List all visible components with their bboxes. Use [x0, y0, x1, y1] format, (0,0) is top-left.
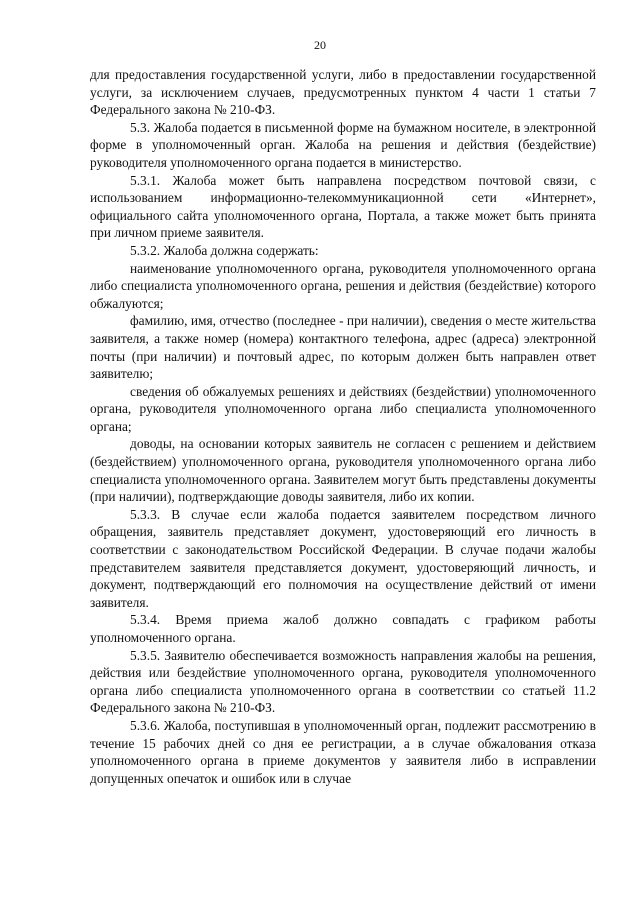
list-item-fio: фамилию, имя, отчество (последнее - при наличии), сведения о месте жительства заявителя, а также номер (номера) контактного телефона, адрес (адреса) электронной почты (при наличии) и почтовый адрес, по которым должен быть направлен ответ заявителю; [90, 313, 596, 382]
list-item-name: наименование уполномоченного органа, руководителя уполномоченного органа либо специалиста уполномоченного органа, решения и действия (бездействие) которого обжалуются; [90, 260, 596, 311]
list-item-arguments: доводы, на основании которых заявитель не согласен с решением и действием (бездействием) уполномоченного органа, руководителя уполномоченного органа либо специалиста уполномоченного органа. Заявителем могут быть представлены документы (при наличии), подтверждающие доводы заявителя, либо их копии. [90, 436, 596, 505]
body-text [90, 66, 596, 787]
paragraph-5-3-5: 5.3.5. Заявителю обеспечивается возможность направления жалобы на решения, действия или бездействие уполномоченного органа, руководителя уполномоченного органа либо специалиста уполномоченного органа в соответствии со статьей 11.2 Федерального закона № 210-ФЗ. [90, 647, 596, 716]
paragraph-5-3-6: 5.3.6. Жалоба, поступившая в уполномоченный орган, подлежит рассмотрению в течение 15 рабочих дней со дня ее регистрации, а в случае обжалования отказа уполномоченного органа в приеме документов у заявителя либо в исправлении допущенных опечаток и ошибок или в случае [90, 717, 596, 786]
paragraph-5-3-3: 5.3.3. В случае если жалоба подается заявителем посредством личного обращения, заявитель представляет документ, удостоверяющий его личность в соответствии с законодательством Российской Федерации. В случае подачи жалобы представителем заявителя представляется документ, удостоверяющий личность, и документ, подтверждающий его полномочия на осуществление действий от имени заявителя. [90, 506, 596, 610]
paragraph-5-3-1: 5.3.1. Жалоба может быть направлена посредством почтовой связи, с использованием информационно-телекоммуникационной сети «Интернет», официального сайта уполномоченного органа, Портала, а также может быть принята при личном приеме заявителя. [90, 172, 596, 241]
paragraph-5-3: 5.3. Жалоба подается в письменной форме на бумажном носителе, в электронной форме в уполномоченный орган. Жалоба на решения и действия (бездействие) руководителя уполномоченного органа подается в министерство. [90, 119, 596, 170]
paragraph-continuation: для предоставления государственной услуги, либо в предоставлении государственной услуги, за исключением случаев, предусмотренных пунктом 4 части 1 статьи 7 Федерального закона № 210-ФЗ. [90, 67, 596, 118]
list-item-decisions: сведения об обжалуемых решениях и действиях (бездействии) уполномоченного органа, руководителя уполномоченного органа либо специалиста уполномоченного органа; [90, 383, 596, 434]
paragraph-5-3-2: 5.3.2. Жалоба должна содержать: [130, 242, 319, 258]
page-number: 20 [314, 38, 326, 52]
paragraph-5-3-4: 5.3.4. Время приема жалоб должно совпадать с графиком работы уполномоченного органа. [90, 612, 596, 645]
